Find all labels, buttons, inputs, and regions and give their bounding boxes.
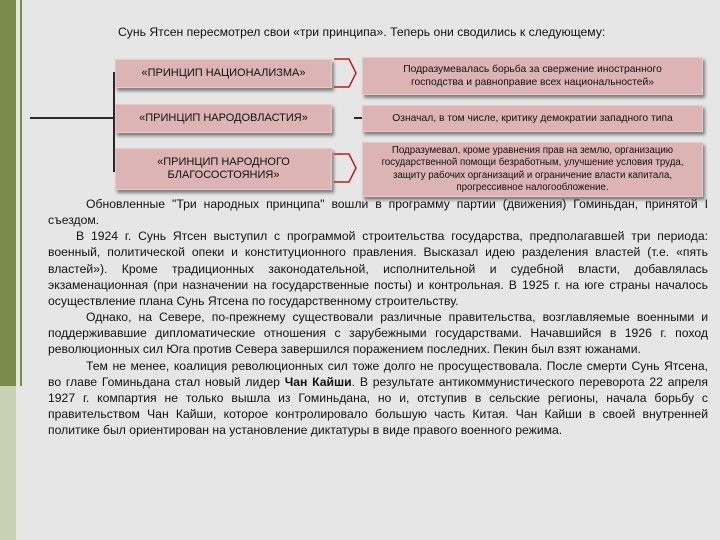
connector-main — [30, 117, 116, 119]
leader-name: Чан Кайши — [284, 374, 352, 389]
meaning-box-nationalism — [362, 57, 703, 95]
paragraph-1: Обновленные "Три народных принципа" вошли в программу партии (движения) Гоминьдан, принятой I съездом. — [48, 197, 708, 228]
slide-heading: Сунь Ятсен пересмотрел свои «три принципа». Теперь они сводились к следующему: — [118, 25, 606, 39]
arrow-right-icon — [333, 153, 357, 183]
accent-bar — [0, 0, 16, 386]
accent-line — [20, 0, 22, 386]
body-text — [48, 196, 708, 438]
paragraph-2: В 1924 г. Сунь Ятсен выступил с программой строительства государства, предполагавшей три периода: военный, политической опеки и конституционного правления. Высказал идею разделения властей (т.е. «пять властей»). Кроме традиционных законодательной, исполнительной и судебной власти, добавлялась экзаменационная (при назначении на государственные посты) и контрольная. В 1925 г. на юге страны началось осуществление плана Сунь Ятсена по государственному строительству. — [48, 229, 708, 308]
paragraph-4-start: Тем не менее, коалиция революционных сил тоже долго не просуществовала. После смерти Сунь Ятсена, во главе Гоминьдана стал новый лидер — [48, 358, 708, 389]
principle-meaning: Означал, в том числе, критику демократии западного типа — [392, 113, 673, 124]
principle-meaning: Подразумевал, кроме уравнения прав на землю, организацию государственной помощи безработным, улучшение условия труда, защиту рабочих организаций и ограничение власти капитала, прогрессивное налогообложение. — [381, 144, 684, 193]
arrow-right-icon — [333, 58, 357, 88]
principle-box-welfare — [115, 148, 332, 190]
paragraph-4-end: . В результате антикоммунистического переворота 22 апреля 1927 г. компартия не только вышла из Гоминьдана, но и, отступив в сельские регионы, начала борьбу с правительством Чан Кайши, которое контролировало большую часть Китая. Чан Кайши в своей внутренней политике был ориентирован на установление диктатуры в виде правого военного режима. — [48, 374, 708, 438]
meaning-box-democracy — [362, 105, 703, 132]
principle-name: «ПРИНЦИП НАРОДНОГО БЛАГОСОСТОЯНИЯ» — [157, 156, 290, 181]
paragraph-3: Однако, на Севере, по-прежнему существовали различные правительства, возглавляемые военными и поддерживавшие дипломатические отношения с зарубежными государствами. Начавшийся в 1926 г. поход революционных сил Юга против Севера завершился поражением последних. Пекин был взят южанами. — [48, 310, 708, 357]
principle-box-democracy — [115, 104, 332, 133]
principle-meaning: Подразумевалась борьба за свержение иностранного господства и равноправие всех национальностей» — [403, 64, 662, 88]
meaning-box-welfare — [362, 142, 703, 197]
principle-name: «ПРИНЦИП НАРОДОВЛАСТИЯ» — [139, 112, 308, 124]
accent-bar-light — [0, 386, 16, 540]
paragraph-4 — [48, 358, 708, 439]
principle-box-nationalism — [115, 59, 332, 88]
principle-name: «ПРИНЦИП НАЦИОНАЛИЗМА» — [141, 67, 306, 79]
